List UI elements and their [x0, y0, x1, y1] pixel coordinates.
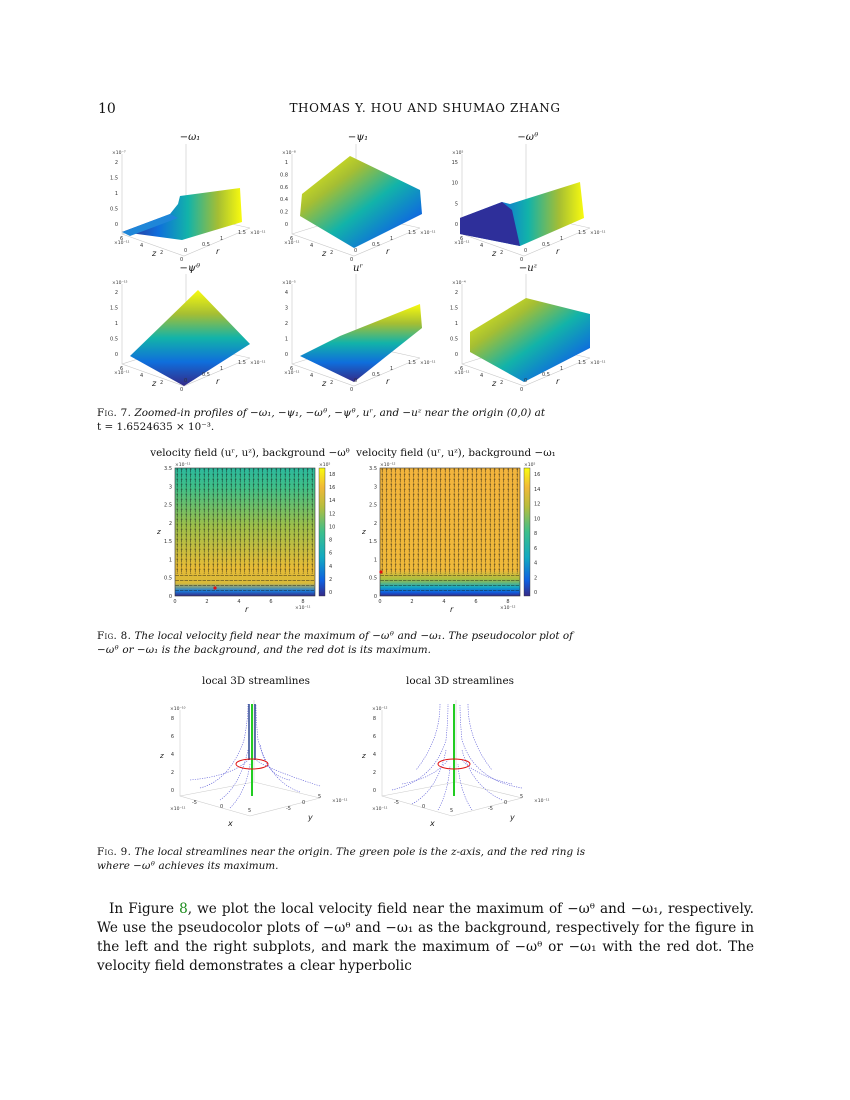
fig7-ztick: 2: [114, 290, 118, 296]
fig9-axes-1: [382, 700, 522, 816]
fig8-ctick: 6: [329, 550, 333, 557]
fig7-depth-exp: ×10⁻¹¹: [284, 371, 300, 376]
paragraph-part-1: In Figure: [109, 901, 180, 917]
fig8-caption-text: The local velocity field near the maximum of −ωᶿ and −ω₁. The pseudocolor plot of: [134, 630, 573, 642]
fig7-ztick: 0.5: [110, 336, 118, 343]
fig7-r-exp: ×10⁻¹¹: [590, 231, 606, 236]
fig7-r-tick: 0.5: [372, 242, 380, 248]
fig9-ytick: 5: [318, 794, 322, 800]
fig7-r-tick: 1.5: [408, 360, 416, 366]
fig9-streamline-0-1: [256, 704, 300, 792]
fig9-xlabel-0: x: [228, 819, 233, 828]
fig7-r-exp: ×10⁻¹¹: [250, 361, 266, 366]
fig7-r-tick: 0: [184, 248, 188, 254]
figure-8-caption: [97, 629, 754, 657]
fig7-ztick: 1: [284, 160, 288, 166]
fig7-ztick: 0: [284, 222, 288, 228]
fig9-ytick: 0: [504, 800, 508, 806]
fig9-panel-0: [159, 700, 348, 828]
fig9-streamline-1-1: [460, 704, 522, 788]
fig7-r-tick: 1: [560, 236, 564, 242]
fig9-caption-text: The local streamlines near the origin. The green pole is the z-axis, and the red ring is: [134, 846, 586, 858]
fig9-streamline-1-0: [392, 704, 448, 790]
fig8-ctick: 12: [534, 501, 541, 508]
fig8-ytick: 2: [373, 520, 377, 527]
fig9-xtick: 5: [450, 808, 454, 814]
fig7-r-label: r: [216, 377, 220, 386]
fig9-ztick: 2: [170, 770, 174, 776]
fig7-r-exp: ×10⁻¹¹: [250, 231, 266, 236]
fig7-depth-exp: ×10⁻¹¹: [454, 241, 470, 246]
fig7-depth-tick: 2: [330, 250, 334, 256]
fig9-streamline-1-9: [416, 704, 440, 770]
figure-9-caption: [97, 845, 754, 873]
fig7-ztick: 2: [284, 321, 288, 327]
fig8-ctick: 0: [534, 590, 538, 596]
fig8-ctick: 8: [329, 537, 333, 544]
fig9-ytick: -5: [286, 806, 291, 812]
fig9-xtick: -5: [394, 800, 399, 806]
fig7-r-tick: 0.5: [542, 372, 550, 378]
fig8-arrows-side-1: [380, 574, 520, 594]
fig8-colorbar-1: [524, 468, 530, 596]
fig7-zexp-5: ×10⁻⁴: [452, 281, 466, 286]
fig8-ytick: 0.5: [369, 575, 377, 582]
fig7-panel-0: [110, 144, 266, 263]
fig8-colorbar-0: [319, 468, 325, 596]
fig8-xexp-1: ×10⁻¹²: [500, 606, 516, 611]
fig8-ctick: 16: [534, 472, 541, 478]
fig7-depth-tick: 4: [310, 243, 314, 249]
fig7-r-tick: 0: [184, 378, 188, 384]
fig8-ctick: 4: [329, 563, 333, 570]
fig8-max-dot-1: [379, 570, 382, 573]
fig7-zexp-4: ×10⁻⁵: [282, 281, 296, 286]
fig7-r-tick: 1: [220, 366, 224, 372]
fig7-zexp-2: ×10⁵: [452, 151, 464, 156]
fig7-depth-tick: 0: [350, 257, 354, 263]
fig7-z-label: z: [152, 249, 157, 258]
fig7-r-tick: 0: [524, 248, 528, 254]
fig7-depth-tick: 0: [350, 387, 354, 393]
fig7-panel-1: [280, 144, 436, 263]
fig7-r-label: r: [386, 247, 390, 256]
fig9-ztick: 0: [372, 788, 376, 794]
fig7-r-tick: 1.5: [408, 230, 416, 236]
fig7-ztick: 0: [114, 222, 118, 228]
fig9-xtick: 0: [220, 804, 224, 810]
fig7-depth-exp: ×10⁻¹¹: [114, 241, 130, 246]
fig8-ytick: 0.5: [164, 575, 172, 582]
fig7-depth-tick: 6: [290, 366, 294, 372]
fig7-depth-exp: ×10⁻¹¹: [454, 371, 470, 376]
fig7-caption-label: Fig. 7.: [97, 407, 132, 419]
fig7-r-tick: 1.5: [238, 230, 246, 236]
fig7-ztick: 1: [284, 336, 288, 343]
fig7-depth-tick: 2: [160, 380, 164, 386]
fig7-r-exp: ×10⁻¹¹: [420, 231, 436, 236]
fig7-caption-text: Zoomed-in profiles of −ω₁, −ψ₁, −ωᶿ, −ψᶿ, uʳ, and −uᶻ near the origin (0,0) at: [134, 407, 546, 419]
fig7-ztick: 0.5: [110, 206, 118, 213]
fig8-xlabel-1: r: [450, 605, 454, 614]
fig7-r-tick: 0: [354, 248, 358, 254]
fig9-ztick: 8: [170, 716, 174, 722]
fig8-ctick: 18: [329, 472, 336, 478]
fig7-r-tick: 1: [560, 366, 564, 372]
fig7-r-tick: 1: [220, 236, 224, 242]
fig9-ylabel-0: y: [308, 813, 313, 822]
fig7-r-tick: 1.5: [578, 230, 586, 236]
fig7-ztick: 1: [114, 191, 118, 197]
figure-7-caption: [97, 406, 754, 434]
fig7-depth-tick: 2: [160, 250, 164, 256]
fig9-xtick: 0: [422, 804, 426, 810]
fig8-yexp-1: ×10⁻¹²: [380, 463, 396, 468]
fig9-panel-1: [361, 700, 550, 828]
fig9-ytick: 5: [520, 794, 524, 800]
fig9-streamline-1-2: [412, 750, 446, 804]
fig8-ytick: 2.5: [164, 502, 172, 509]
fig7-ztick: 0: [284, 352, 288, 358]
fig9-streamline-1-4: [402, 760, 448, 784]
body-paragraph: [97, 900, 754, 976]
fig7-zexp-1: ×10⁻⁸: [282, 151, 296, 156]
fig7-depth-tick: 0: [180, 257, 184, 263]
fig7-r-exp: ×10⁻¹¹: [420, 361, 436, 366]
fig7-title-5: −uᶻ: [518, 263, 538, 274]
paragraph-part-2: , we plot the local velocity field near the maximum of −ωᶿ and −ω₁, respectively. We use the pseudocolor plots of −ωᶿ and −ω₁ as the background, respectively for the figure in the left and the right subplots, and mark the maximum of −ωᶿ or −ω₁ with the red dot. The velocity field demonstrates a clear hyperbolic: [97, 901, 754, 974]
fig7-z-label: z: [322, 379, 327, 388]
fig7-r-tick: 0.5: [202, 372, 210, 378]
fig9-yexp-0: ×10⁻¹¹: [332, 799, 348, 804]
fig9-ztick: 4: [372, 752, 376, 758]
fig9-streamline-1-7: [458, 764, 472, 810]
fig8-panel-0: [156, 462, 335, 614]
fig8-xtick: 6: [269, 599, 273, 605]
fig7-depth-tick: 0: [180, 387, 184, 393]
fig9-streamline-0-2: [220, 750, 248, 800]
fig8-ytick: 1.5: [369, 539, 377, 546]
fig7-title-3: −ψᶿ: [179, 263, 201, 274]
fig7-ztick: 0: [454, 222, 458, 228]
fig9-streamline-1-8: [468, 704, 492, 770]
fig7-depth-tick: 0: [520, 257, 524, 263]
fig8-xtick: 2: [410, 599, 414, 605]
fig7-surface-5-0: [470, 298, 590, 382]
fig8-ctick: 4: [534, 560, 538, 567]
fig7-panel-2: [452, 144, 606, 263]
fig7-title-2: −ωᶿ: [517, 132, 539, 143]
fig8-ytick: 1: [168, 557, 172, 564]
fig8-caption-label: Fig. 8.: [97, 630, 132, 642]
fig7-panel-3: [110, 274, 266, 393]
fig8-ytick: 0: [373, 594, 377, 600]
fig8-ctick: 12: [329, 511, 336, 518]
fig8-xtick: 8: [506, 599, 510, 605]
fig7-zexp-0: ×10⁻⁷: [112, 151, 126, 156]
fig9-caption-label: Fig. 9.: [97, 846, 132, 858]
fig8-ytick: 1: [373, 557, 377, 564]
fig7-surface-4-0: [300, 304, 422, 382]
fig7-depth-tick: 2: [330, 380, 334, 386]
fig7-z-label: z: [152, 379, 157, 388]
fig7-r-tick: 1.5: [578, 360, 586, 366]
fig9-yexp-1: ×10⁻¹¹: [534, 799, 550, 804]
fig8-ctick: 10: [534, 516, 541, 523]
fig7-ztick: 15: [451, 160, 458, 166]
fig7-r-label: r: [386, 377, 390, 386]
fig7-z-label: z: [322, 249, 327, 258]
fig8-ytick: 3: [373, 484, 377, 491]
fig7-surface-1-0: [300, 156, 422, 248]
fig7-r-tick: 0.5: [542, 242, 550, 248]
fig8-xtick: 0: [173, 599, 177, 605]
fig7-r-tick: 0.5: [202, 242, 210, 248]
page-number: 10: [98, 101, 116, 117]
fig7-panel-4: [282, 274, 436, 393]
fig7-ztick: 10: [451, 180, 458, 187]
figure-9: [150, 695, 570, 830]
fig7-depth-tick: 4: [140, 373, 144, 379]
fig8-xtick: 2: [205, 599, 209, 605]
fig9-xlabel-1: x: [430, 819, 435, 828]
fig7-title-0: −ω₁: [179, 132, 201, 143]
fig7-zexp-3: ×10⁻¹⁵: [112, 281, 128, 286]
fig7-depth-tick: 4: [480, 373, 484, 379]
fig9-streamline-0-4: [190, 758, 250, 780]
fig7-title-4: uʳ: [353, 263, 363, 274]
fig8-cexp-1: ×10⁵: [524, 463, 536, 468]
fig8-ytick: 3.5: [369, 466, 377, 472]
fig8-ytick: 0: [168, 594, 172, 600]
fig7-ztick: 1: [454, 321, 458, 327]
fig9-zexp-1: ×10⁻¹²: [372, 707, 388, 712]
fig7-ztick: 0.4: [280, 197, 288, 204]
fig7-depth-exp: ×10⁻¹¹: [284, 241, 300, 246]
fig7-depth-tick: 6: [460, 366, 464, 372]
fig7-ztick: 0.8: [280, 172, 288, 179]
fig8-ytick: 3: [168, 484, 172, 491]
fig9-ylabel-1: y: [510, 813, 515, 822]
fig9-xexp-0: ×10⁻¹¹: [170, 807, 186, 812]
fig7-r-tick: 0.5: [372, 372, 380, 378]
fig8-ctick: 16: [329, 485, 336, 492]
fig7-depth-tick: 6: [120, 366, 124, 372]
fig8-arrows-up-1: [380, 468, 520, 574]
fig8-xexp-0: ×10⁻¹¹: [295, 606, 311, 611]
fig7-depth-exp: ×10⁻¹¹: [114, 371, 130, 376]
fig8-xtick: 0: [378, 599, 382, 605]
fig9-ztick: 8: [372, 716, 376, 722]
running-header: THOMAS Y. HOU AND SHUMAO ZHANG: [289, 101, 561, 115]
figure-8-svg: [150, 460, 570, 620]
fig9-streamline-0-0: [200, 704, 248, 788]
fig8-ctick: 10: [329, 524, 336, 531]
fig7-ztick: 0.6: [280, 184, 288, 191]
fig9-streamline-1-6: [438, 766, 450, 810]
fig8-caption-text2: −ωᶿ or −ω₁ is the background, and the red dot is its maximum.: [97, 644, 431, 656]
fig9-ytick: -5: [488, 806, 493, 812]
fig7-ztick: 1.5: [450, 305, 458, 312]
fig8-max-dot-0: [213, 586, 216, 589]
fig8-ctick: 14: [329, 498, 336, 505]
fig7-r-exp: ×10⁻¹¹: [590, 361, 606, 366]
fig7-z-label: z: [492, 249, 497, 258]
fig8-ctick: 0: [329, 590, 333, 596]
fig8-title-0: velocity field (uʳ, uᶻ), background −ωᶿ: [150, 447, 350, 459]
fig7-r-label: r: [556, 377, 560, 386]
fig7-depth-tick: 2: [500, 380, 504, 386]
fig7-depth-tick: 6: [290, 236, 294, 242]
fig7-title-1: −ψ₁: [347, 132, 369, 143]
fig7-ztick: 2: [454, 290, 458, 296]
fig9-ytick: 0: [302, 800, 306, 806]
fig8-panel-1: [361, 462, 540, 614]
fig7-depth-tick: 4: [310, 373, 314, 379]
fig7-depth-tick: 6: [120, 236, 124, 242]
fig8-arrows-up-0: [175, 468, 315, 574]
fig7-r-label: r: [216, 247, 220, 256]
fig7-panel-5: [450, 274, 606, 393]
fig8-ctick: 6: [534, 545, 538, 552]
fig9-xtick: -5: [192, 800, 197, 806]
fig9-title-0: local 3D streamlines: [202, 675, 310, 687]
fig7-ztick: 1.5: [110, 175, 118, 182]
fig7-ztick: 0.5: [450, 336, 458, 343]
fig7-caption-text2: t = 1.6524635 × 10⁻³.: [97, 421, 215, 433]
figure-8-link[interactable]: 8: [179, 901, 188, 917]
fig7-ztick: 0: [114, 352, 118, 358]
fig8-ytick: 2.5: [369, 502, 377, 509]
fig8-ctick: 14: [534, 486, 541, 493]
fig7-ztick: 5: [454, 201, 458, 208]
fig7-r-tick: 0: [354, 378, 358, 384]
fig8-yexp-0: ×10⁻¹¹: [175, 463, 191, 468]
fig7-r-tick: 1: [390, 236, 394, 242]
fig9-ztick: 6: [372, 734, 376, 740]
fig8-ctick: 2: [329, 576, 333, 583]
fig7-depth-tick: 2: [500, 250, 504, 256]
fig7-ztick: 3: [284, 305, 288, 312]
fig8-ytick: 1.5: [164, 539, 172, 546]
fig8-ylabel-1: z: [362, 528, 366, 536]
fig8-ylabel-0: z: [157, 528, 161, 536]
fig9-streamline-1-3: [462, 750, 502, 800]
fig8-xtick: 6: [474, 599, 478, 605]
fig7-ztick: 1: [114, 321, 118, 327]
fig9-xtick: 5: [248, 808, 252, 814]
fig7-surface-3-0: [130, 290, 250, 386]
fig9-title-1: local 3D streamlines: [406, 675, 514, 687]
fig8-ctick: 2: [534, 575, 538, 582]
fig9-streamline-0-3: [260, 744, 290, 780]
fig8-title-1: velocity field (uʳ, uᶻ), background −ω₁: [356, 447, 556, 459]
fig7-ztick: 2: [114, 160, 118, 166]
fig8-arrows-side-0: [175, 574, 315, 594]
fig7-depth-tick: 4: [480, 243, 484, 249]
fig7-ztick: 0.2: [280, 209, 288, 216]
fig9-caption-text2: where −ωᶿ achieves its maximum.: [97, 860, 279, 872]
fig8-xtick: 4: [442, 599, 446, 605]
fig7-ztick: 4: [284, 290, 288, 296]
fig8-cexp-0: ×10⁵: [319, 463, 331, 468]
fig9-ztick: 0: [170, 788, 174, 794]
fig7-z-label: z: [492, 379, 497, 388]
fig8-xlabel-0: r: [245, 605, 249, 614]
fig9-zexp-0: ×10⁻¹⁰: [170, 707, 186, 712]
fig9-xexp-1: ×10⁻¹¹: [372, 807, 388, 812]
fig7-depth-tick: 4: [140, 243, 144, 249]
fig9-ztick: 2: [372, 770, 376, 776]
fig8-xtick: 4: [237, 599, 241, 605]
figure-8: [150, 460, 570, 620]
fig7-depth-tick: 6: [460, 236, 464, 242]
figure-7: [100, 130, 620, 400]
fig7-depth-tick: 0: [520, 387, 524, 393]
fig9-zlabel-1: z: [362, 752, 366, 760]
fig7-r-tick: 0: [524, 378, 528, 384]
fig9-ztick: 6: [170, 734, 174, 740]
fig7-r-label: r: [556, 247, 560, 256]
fig9-streamline-0-5: [256, 760, 320, 786]
fig9-zlabel-0: z: [160, 752, 164, 760]
fig7-ztick: 0: [454, 352, 458, 358]
fig7-r-tick: 1: [390, 366, 394, 372]
fig8-ctick: 8: [534, 531, 538, 537]
fig7-r-tick: 1.5: [238, 360, 246, 366]
fig8-xtick: 8: [301, 599, 305, 605]
fig9-ztick: 4: [170, 752, 174, 758]
fig8-ytick: 2: [168, 520, 172, 527]
fig8-ytick: 3.5: [164, 466, 172, 472]
fig7-ztick: 1.5: [110, 305, 118, 312]
figure-9-svg: [150, 695, 570, 830]
